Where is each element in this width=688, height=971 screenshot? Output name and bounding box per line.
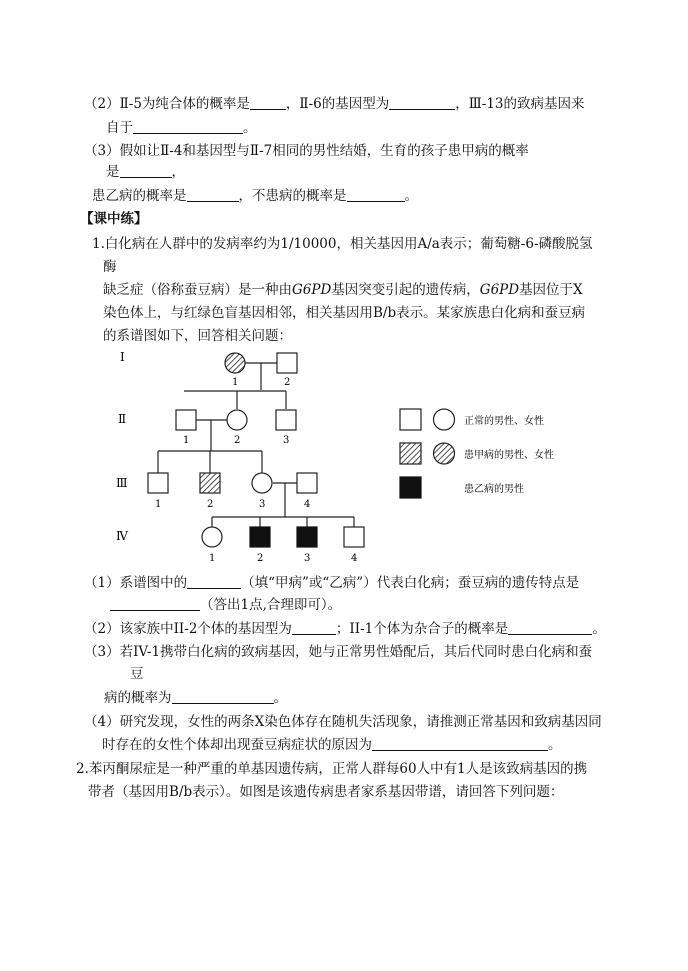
gen1-female-affected-jia	[225, 353, 245, 373]
legend-normal-label: 正常的男性、女性	[464, 416, 544, 427]
legend-jia-female-symbol	[434, 443, 455, 464]
problem-1-line-5: 的系谱图如下，回答相关问题：	[103, 328, 292, 344]
gen4-male-affected-yi	[297, 527, 317, 547]
subquestion-3-line-1: （3）若IV-1携带白化病的致病基因，她与正常男性婚配后，其后代同时患白化病和蚕	[84, 644, 593, 660]
gen1-male-normal	[277, 353, 297, 373]
subquestion-3-line-2: 豆	[130, 666, 144, 682]
generation-label: Ⅰ	[120, 350, 125, 364]
legend-jia-male-symbol	[400, 443, 421, 464]
gen4-male-normal	[344, 527, 364, 547]
individual-number: 2	[207, 499, 214, 510]
answer-blank[interactable]	[187, 187, 239, 202]
question-3-line-1: （3）假如让Ⅱ-4和基因型与Ⅱ-7相同的男性结婚，生育的孩子患甲病的概率	[84, 143, 529, 159]
individual-number: 1	[209, 553, 216, 564]
answer-blank[interactable]	[508, 620, 592, 635]
individual-number: 1	[232, 377, 239, 388]
individual-number: 3	[259, 499, 266, 510]
subquestion-4-line-2: 时存在的女性个体却出现蚕豆病症状的原因为 。	[102, 737, 562, 753]
legend-yi-label: 患乙病的男性	[464, 484, 524, 495]
gen4-male-affected-yi	[250, 527, 270, 547]
answer-blank[interactable]	[133, 119, 243, 134]
subquestion-2: （2）该家族中II-2个体的基因型为 ；II-1个体为杂合子的概率是 。	[84, 621, 606, 637]
answer-blank[interactable]	[292, 620, 336, 635]
gen3-female-normal	[252, 473, 272, 493]
subquestion-3-line-3: 病的概率为 。	[104, 690, 287, 706]
individual-number: 3	[304, 553, 311, 564]
subquestion-1-line-2: （答出1点,合理即可）。	[110, 596, 341, 614]
question-2-line-1: （2）Ⅱ-5为纯合体的概率是 ，Ⅱ-6的基因型为 ，Ⅲ-13的致病基因来	[84, 96, 585, 112]
individual-number: 1	[155, 499, 162, 510]
gen4-female-normal	[202, 527, 222, 547]
individual-number: 4	[304, 499, 311, 510]
gen3-male-normal	[297, 473, 317, 493]
individual-number: 2	[257, 553, 264, 564]
answer-blank[interactable]	[120, 163, 172, 178]
answer-blank[interactable]	[172, 689, 274, 704]
individual-number: 2	[284, 377, 291, 388]
individual-number: 1	[183, 435, 190, 446]
problem-2-line-2: 带者（基因用B/b表示）。如图是该遗传病患者家系基因带谱，请回答下列问题：	[88, 784, 564, 800]
generation-label: Ⅱ	[118, 412, 127, 426]
legend-jia-label: 患甲病的男性、女性	[464, 450, 554, 461]
pedigree-chart	[112, 345, 592, 573]
answer-blank[interactable]	[347, 187, 405, 202]
problem-1-line-4: 染色体上，与红绿色盲基因相邻，相关基因用B/b表示。某家族患白化病和蚕豆病	[103, 305, 586, 321]
legend-normal-male-symbol	[400, 409, 421, 430]
question-2-line-2: 自于 。	[106, 120, 257, 136]
gen3-male-affected-jia	[200, 473, 220, 493]
answer-blank[interactable]	[389, 95, 455, 110]
problem-2-line-1: 2.苯丙酮尿症是一种严重的单基因遗传病，正常人群每60人中有1人是该致病基因的携	[76, 761, 588, 777]
question-3-line-2: 是 ，	[106, 164, 185, 180]
answer-blank[interactable]	[250, 95, 286, 110]
gen2-female-normal	[227, 410, 247, 430]
individual-number: 2	[234, 435, 241, 446]
gen3-male-normal	[148, 473, 168, 493]
legend-normal-female-symbol	[434, 409, 455, 430]
problem-1-line-2: 酶	[103, 259, 117, 275]
generation-label: Ⅳ	[116, 529, 128, 543]
gen2-male-normal	[276, 410, 296, 430]
answer-blank[interactable]	[372, 736, 548, 751]
subquestion-1-line-1: （1）系谱图中的 （填“甲病”或“乙病”）代表白化病；蚕豆病的遗传特点是	[84, 575, 580, 591]
problem-1-line-1: 1.白化病在人群中的发病率约为1/10000，相关基因用A/a表示；葡萄糖-6-磷酸脱氢	[92, 236, 593, 252]
individual-number: 3	[283, 435, 290, 446]
subquestion-4-line-1: （4）研究发现，女性的两条X染色体存在随机失活现象，请推测正常基因和致病基因同	[84, 714, 602, 730]
answer-blank[interactable]	[110, 596, 200, 611]
generation-label: Ⅲ	[116, 476, 128, 490]
gen2-male-normal	[176, 410, 196, 430]
legend-yi-male-symbol	[400, 477, 421, 498]
question-3-line-3: 患乙病的概率是 ，不患病的概率是 。	[92, 188, 418, 204]
answer-blank[interactable]	[187, 574, 241, 589]
problem-1-line-3: 缺乏症（俗称蚕豆病）是一种由G6PD基因突变引起的遗传病，G6PD基因位于X	[103, 282, 583, 298]
individual-number: 4	[351, 553, 358, 564]
section-title: 【课中练】	[80, 211, 148, 227]
